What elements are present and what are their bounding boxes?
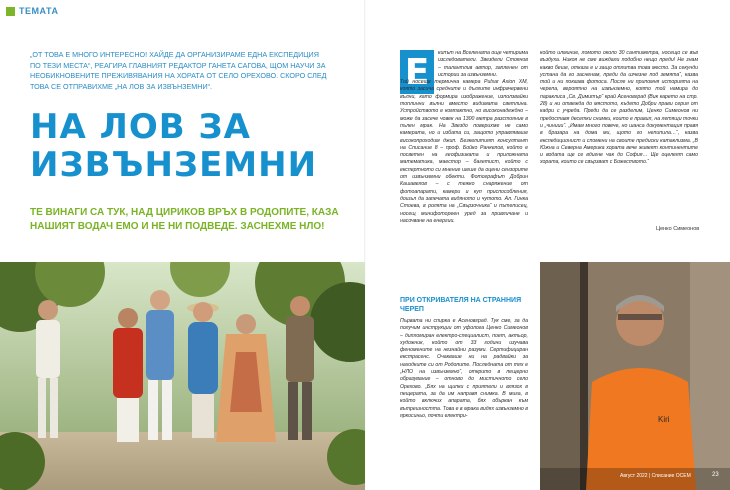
- body-paragraph-1: Той носеше термична камера Pulsar Axion XM, която засича средните и дългите инфрачервени вълни, като формира изображение, използвайки топлинни вълни вместо видимата светлина. Устройството е компактно, но високонадеждно – може да засече човек на 1300 метра разстояние в пълен мрак. На Звездо поверихме не само камерата, но и избата си, защото управляваше високопроходим джип. Безкелитият консултант на Списание 8 – проф. Бойко Ранкелов, който е посветен на геофизиката и приложната математика, маестор – багетист, който с експертното си мнение шеше да оцени сензорите от извънземни обекти. Фотографът Добрин Кашавелов – с тежко снаряжение от фотоапарати, камери и куп приспособления, дошъл да запечата видяното и чутото. Ал. Гинка Стоева, в ролята на „Свързочника“ и пътеписец, носещ минифотореен уред за привличане и насочване на енергии.: [400, 79, 528, 224]
- footer-issue: Август 2022 | Списание ОСЕМ: [620, 473, 691, 479]
- article-lead: „ОТ ТОВА Е МНОГО ИНТЕРЕСНО! ХАЙДЕ ДА ОРГАНИЗИРАМЕ ЕДНА ЕКСПЕДИЦИЯ ПО ТЕЗИ МЕСТА“, РЕАГИРА ГЛАВНИЯТ РЕДАКТОР ГАНЕТА САГОВА, ЩОМ НАУЧИ ЗА НЕОБИКНОВЕНИТЕ ПРЕЖИВЯВАНИЯ НА ХОРАТА ОТ СЕЛО ОРЕХОВО. СКОРО СЛЕД ТОВА СЕ ОТПРАВИХМЕ „НА ЛОВ ЗА ИЗВЪНЗЕМНИ“.: [30, 50, 327, 91]
- section-square-icon: [6, 7, 15, 16]
- drop-cap: Е: [400, 50, 434, 94]
- headline-line-1: НА ЛОВ ЗА: [30, 107, 251, 147]
- section-tag: [6, 6, 58, 16]
- photo-caption: Ценко Симеонов: [656, 226, 700, 232]
- page-number: 23: [712, 472, 719, 478]
- svg-text:Kiri: Kiri: [658, 415, 670, 424]
- article-headline: [30, 108, 350, 184]
- body-column-1: [400, 50, 528, 225]
- group-photo: [0, 262, 365, 490]
- subsection-heading: ПРИ ОТКРИВАТЕЛЯ НА СТРАННИЯ ЧЕРЕП: [400, 297, 522, 313]
- headline-line-2: ИЗВЪНЗЕМНИ: [30, 145, 318, 185]
- article-subhead: ТЕ ВИНАГИ СА ТУК, НАД ЦИРИКОВ ВРЪХ В РОДОПИТЕ, КАЗА НАШИЯТ ВОДАЧ ЕМО И НЕ НИ ПОДВЕДЕ. ЗАСНЕХМЕ НЛО!: [30, 207, 339, 232]
- body-column-2: който илминие, ломото около 30 сантиметра, носещо се във въздуха. Никоя не сме виждали подобно нещо преди! Не знам какво беше, отказа е и защо отлитва това место. За секунди устана да го засненам, преди да изчезне под земята“, казва той и ни показва фотоса. После ни припомня историята на черепа, вероятно на извънземно, която той намира до параклиса „Св. Димитър“ край Асеновград (Вик карето на стр. 28) и ни отвежда до мястото, където Добри прави серия от кадри с учреда. Преди да се разделим, Ценко Симеонов ни предоставя десетки снимки, които е правил, на летящи точки и „чиниии“. „Имам много повече, но шанса документация правя в бразара на дома ми, щото го непипила…“, казва експедиционист и спомени на своите предиски катаклизма. „В Южна и Северна Америка хората вече живеят континентите и водата ще се вдигне чак до София… Ще оцелеят само хората, които се свързват с Божеството.“: [540, 50, 698, 166]
- body-intro: кипът на Вселената още четирима изследователи. Звездели Стоянов – талантлив автор, запленен от истории за извънземни.: [438, 50, 528, 78]
- section-label: ТЕМАТА: [19, 6, 59, 16]
- body-column-1b: Първата ни спирка е Асеновград. Тук сме, за да получим инструкции от уфолога Ценко Симеонов – дипломиран електро-специалист, поет, актьор, художник, който от 33 години изучава феномените на незнайни разуми. Сертифициран екстрасенс. Очакваше ни на радвайки за находките си от Родопите. Последната от тях е „НЛО на извънземно“, открито в пещерно образувание – отново до мистичното село Орехово. „Бях на щипки с приятели и влязох в пещерата, за да им направя снимка. В мига, в който включих апарата, бях объркан към вътрешността. Това е в мрака видях извънземно в яркосиньо, почти електри-: [400, 318, 528, 419]
- portrait-photo: [540, 262, 730, 490]
